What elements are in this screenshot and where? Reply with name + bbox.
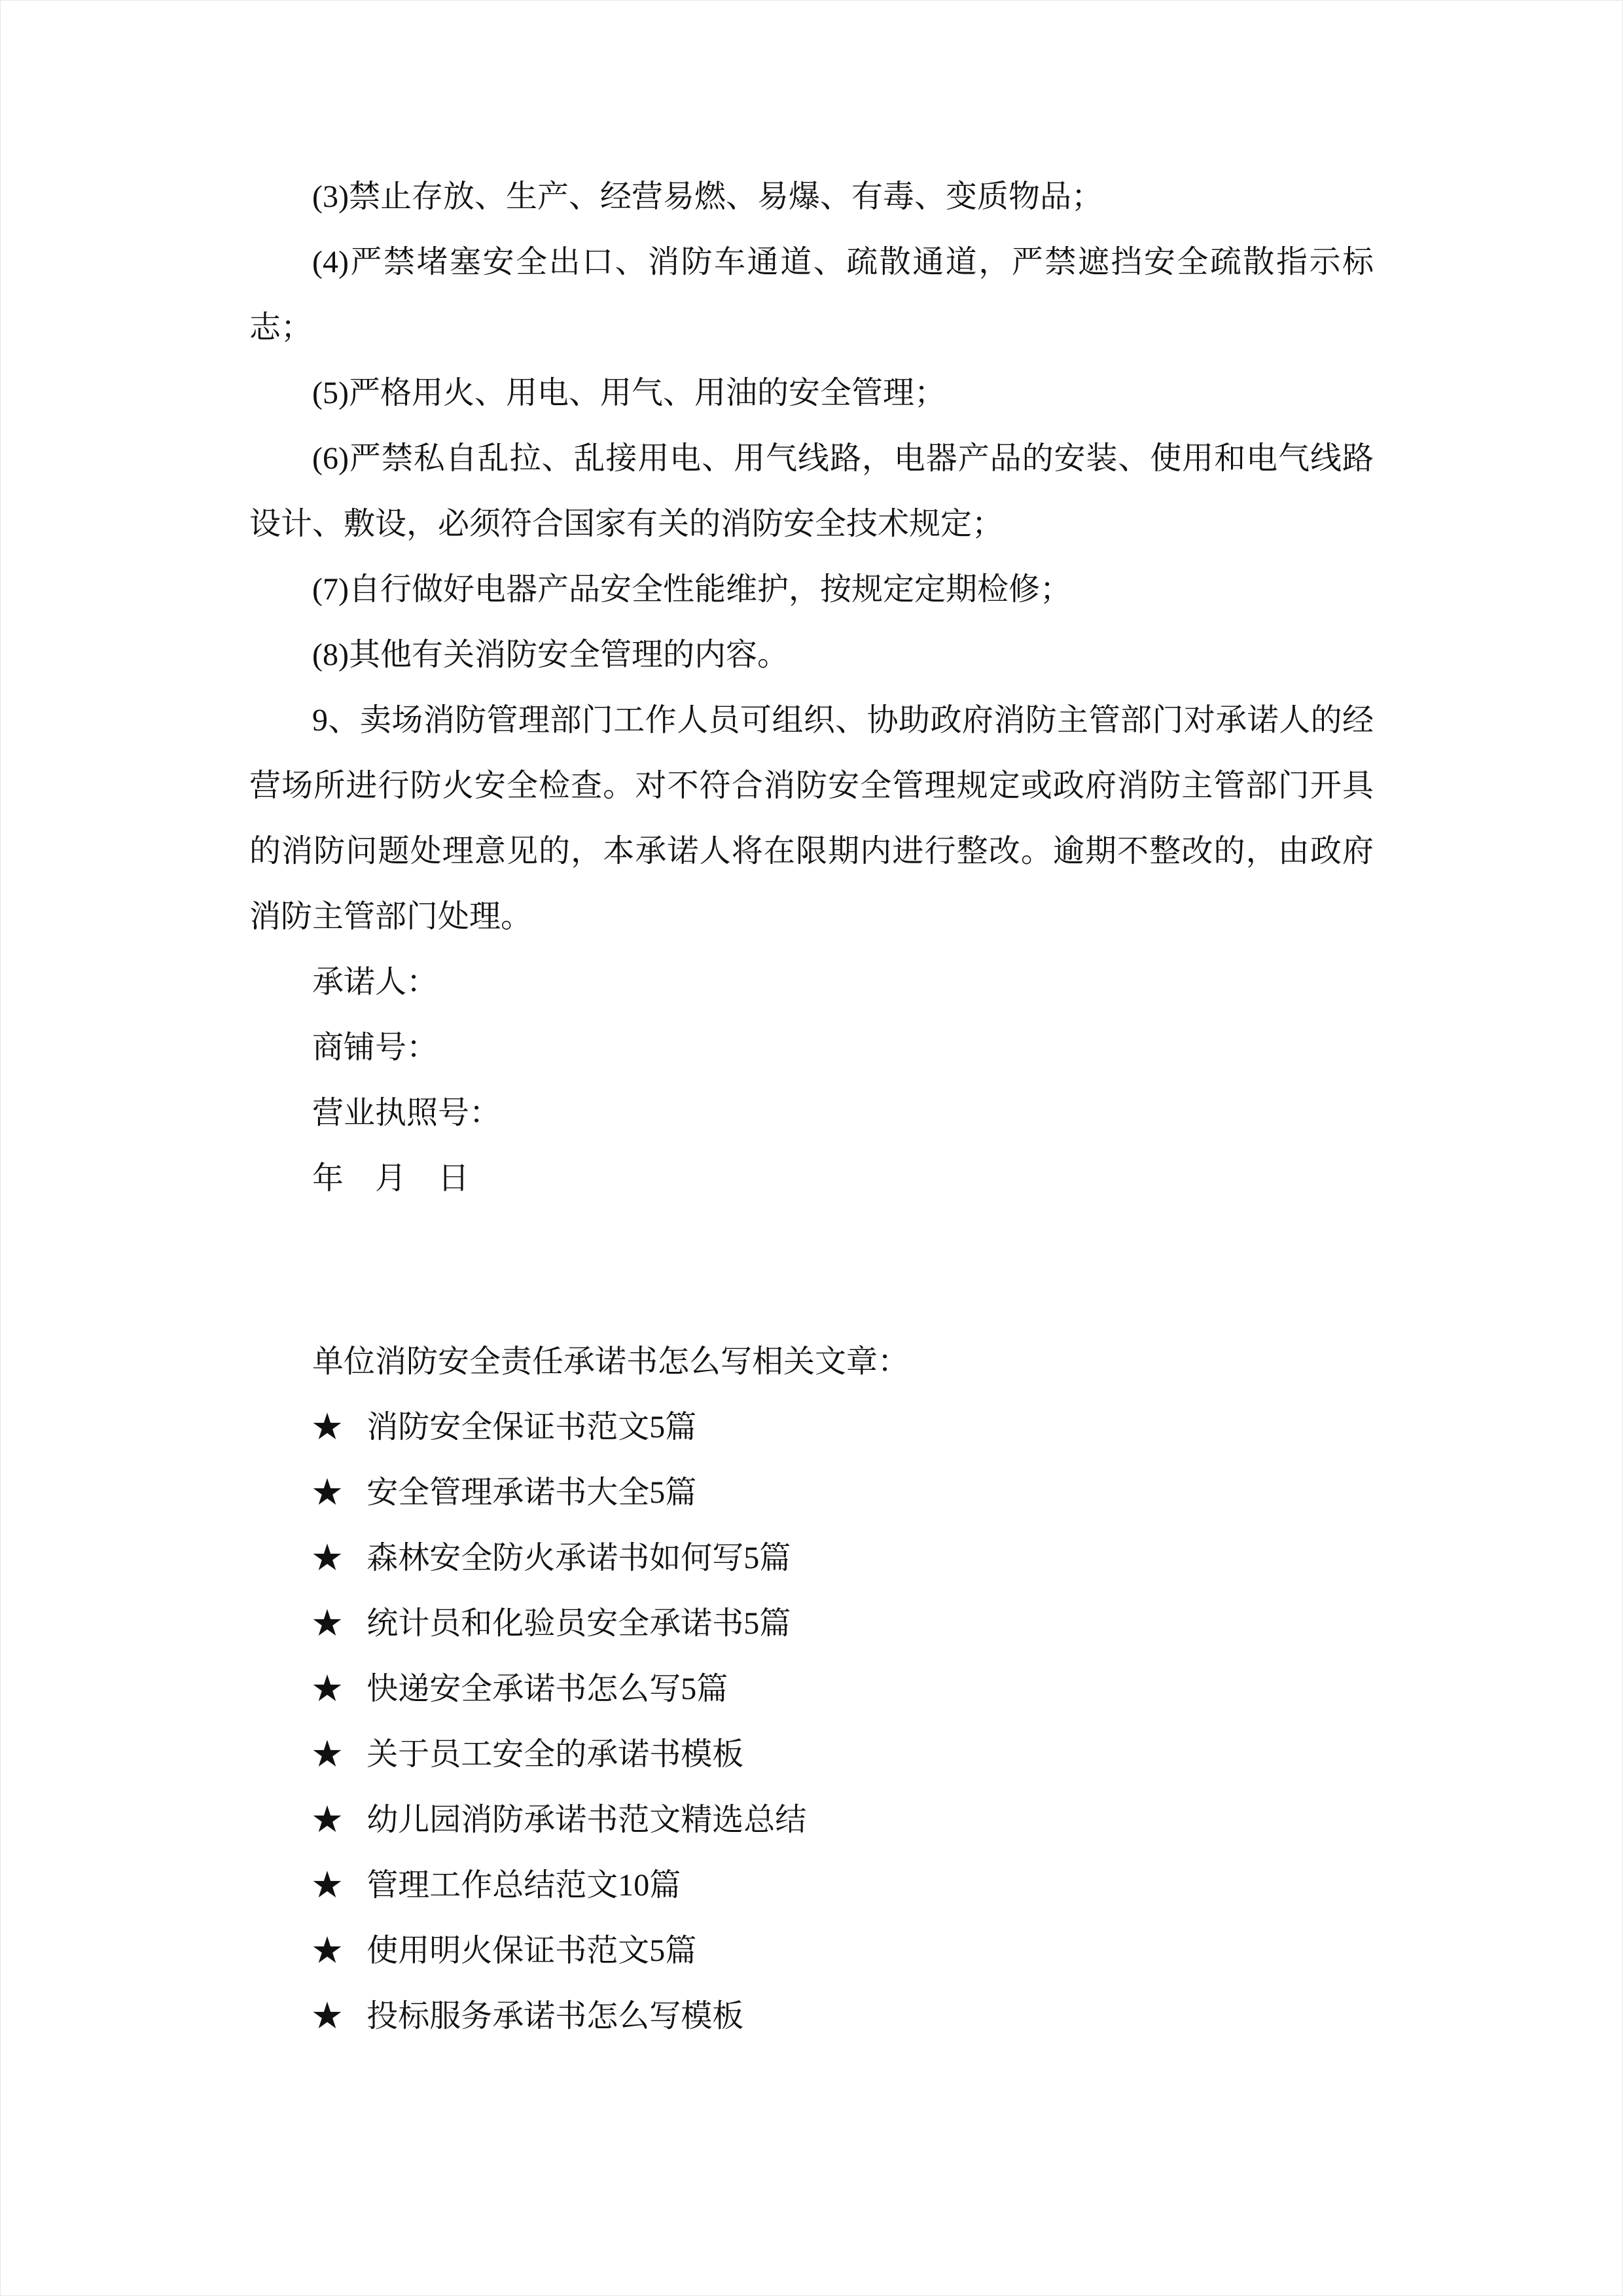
related-article-item bbox=[249, 1787, 1374, 1853]
related-article-item bbox=[249, 1591, 1374, 1657]
star-icon: ★ bbox=[312, 1607, 342, 1640]
related-article-title: 统计员和化验员安全承诺书5篇 bbox=[366, 1606, 791, 1641]
paragraph-item-7: (7)自行做好电器产品安全性能维护，按规定定期检修； bbox=[312, 572, 1071, 607]
star-icon: ★ bbox=[312, 1869, 342, 1902]
related-articles-heading: 单位消防安全责任承诺书怎么写相关文章： bbox=[312, 1344, 910, 1379]
signature-date-line: 年 月 日 bbox=[312, 1161, 470, 1196]
signature-license-number-line: 营业执照号： bbox=[312, 1096, 501, 1130]
related-article-item bbox=[249, 1657, 1374, 1722]
signature-promisor-line: 承诺人： bbox=[312, 965, 438, 999]
paragraph-clause-9: 9、卖场消防管理部门工作人员可组织、协助政府消防主管部门对承诺人的经营场所进行防火安全检查。对不符合消防安全管理规定或政府消防主管部门开具的消防问题处理意见的，本承诺人将在限期内进行整改。逾期不整改的，由政府消防主管部门处理。 bbox=[249, 703, 1374, 934]
signature-shop-number-line: 商铺号： bbox=[312, 1030, 438, 1065]
related-article-item bbox=[249, 1918, 1374, 1984]
related-article-title: 快递安全承诺书怎么写5篇 bbox=[366, 1672, 728, 1706]
related-article-item bbox=[249, 1984, 1374, 2049]
related-article-item bbox=[249, 1395, 1374, 1460]
paragraph-item-8: (8)其他有关消防安全管理的内容。 bbox=[312, 637, 789, 672]
paragraph-item-5: (5)严格用火、用电、用气、用油的安全管理； bbox=[312, 376, 946, 410]
star-icon: ★ bbox=[312, 2000, 342, 2033]
related-article-item bbox=[249, 1722, 1374, 1787]
related-article-item bbox=[249, 1460, 1374, 1526]
related-article-title: 关于员工安全的承诺书模板 bbox=[366, 1737, 744, 1772]
related-article-title: 安全管理承诺书大全5篇 bbox=[366, 1475, 697, 1510]
signature-block bbox=[249, 950, 1374, 1211]
star-icon: ★ bbox=[312, 1738, 342, 1771]
related-articles-section bbox=[249, 1329, 1374, 2049]
paragraph-item-6: (6)严禁私自乱拉、乱接用电、用气线路，电器产品的安装、使用和电气线路设计、敷设，必须符合国家有关的消防安全技术规定； bbox=[249, 441, 1374, 541]
star-icon: ★ bbox=[312, 1672, 342, 1706]
related-article-title: 森林安全防火承诺书如何写5篇 bbox=[366, 1541, 791, 1575]
related-article-title: 投标服务承诺书怎么写模板 bbox=[366, 1999, 744, 2034]
star-icon: ★ bbox=[312, 1410, 342, 1444]
paragraph-item-4: (4)严禁堵塞安全出口、消防车通道、疏散通道，严禁遮挡安全疏散指示标志； bbox=[249, 245, 1374, 345]
related-article-item bbox=[249, 1853, 1374, 1918]
related-article-title: 幼儿园消防承诺书范文精选总结 bbox=[366, 1803, 807, 1837]
related-article-item bbox=[249, 1526, 1374, 1591]
star-icon: ★ bbox=[312, 1476, 342, 1509]
paragraph-item-3: (3)禁止存放、生产、经营易燃、易爆、有毒、变质物品； bbox=[312, 179, 1103, 214]
related-article-title: 消防安全保证书范文5篇 bbox=[366, 1410, 697, 1444]
star-icon: ★ bbox=[312, 1803, 342, 1837]
star-icon: ★ bbox=[312, 1541, 342, 1575]
related-article-title: 管理工作总结范文10篇 bbox=[366, 1868, 681, 1903]
star-icon: ★ bbox=[312, 1934, 342, 1967]
related-article-title: 使用明火保证书范文5篇 bbox=[366, 1933, 697, 1968]
